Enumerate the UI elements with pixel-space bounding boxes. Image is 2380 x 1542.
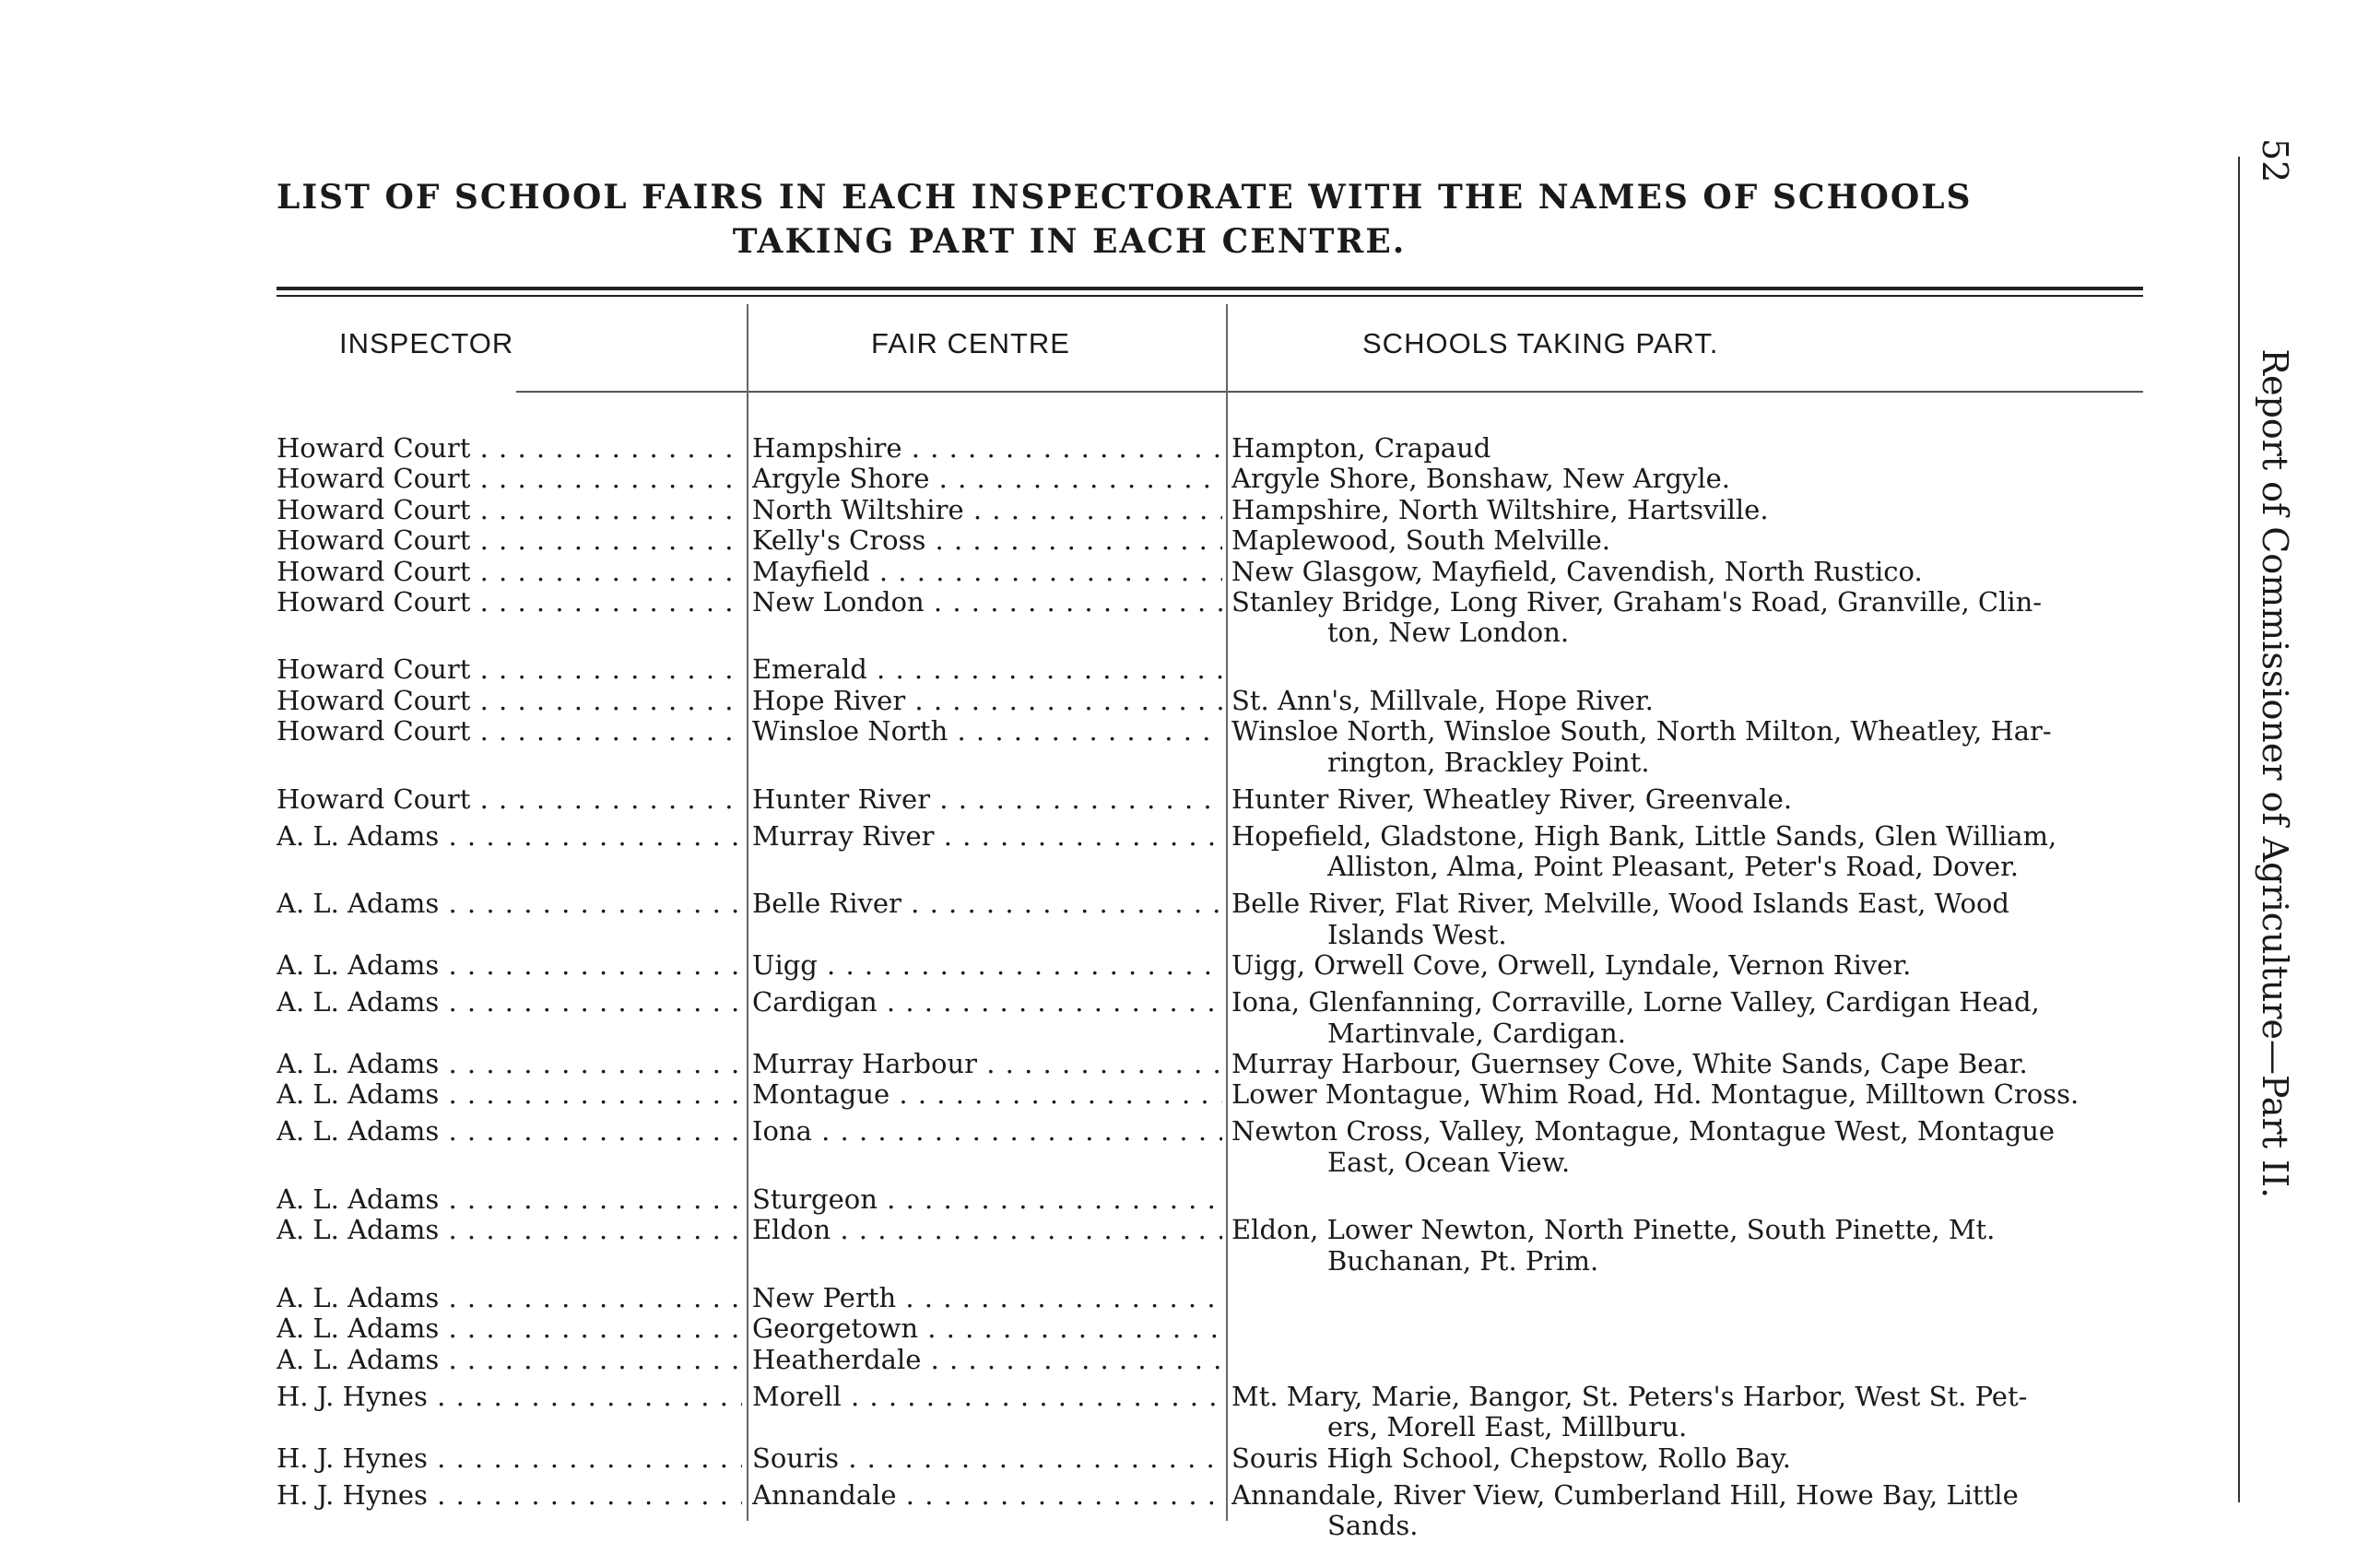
table-row — [0, 1184, 2380, 1216]
fair-centre-name: Hampshire — [752, 433, 902, 464]
title-double-rule-bottom — [277, 295, 2143, 297]
document-title — [277, 175, 1973, 264]
table-row — [0, 1480, 2380, 1512]
schools-continuation: Martinvale, Cardigan. — [1327, 1018, 1626, 1049]
schools-cell: Hunter River, Wheatley River, Greenvale. — [1231, 784, 1793, 815]
inspector-name: Howard Court — [277, 525, 471, 556]
fair-centre-name: Heatherdale — [752, 1345, 922, 1375]
fair-centre-cell — [752, 686, 1222, 716]
fair-centre-cell — [752, 1382, 1222, 1412]
inspector-name: A. L. Adams — [277, 1116, 440, 1147]
fair-centre-cell — [752, 950, 1222, 981]
schools-cell: Hopefield, Gladstone, High Bank, Little Sands, Glen William, — [1231, 821, 2057, 852]
inspector-cell — [277, 1313, 742, 1344]
schools-continuation: rington, Brackley Point. — [1327, 747, 1650, 778]
fair-centre-name: Murray Harbour — [752, 1049, 977, 1079]
fair-centre-cell — [752, 784, 1222, 815]
fair-centre-name: Georgetown — [752, 1313, 918, 1344]
schools-cell: Lower Montague, Whim Road, Hd. Montague, Milltown Cross. — [1231, 1079, 2080, 1110]
table-row — [0, 1382, 2380, 1413]
fair-centre-name: Murray River — [752, 821, 935, 852]
fair-centre-cell — [752, 525, 1222, 556]
table-row — [0, 987, 2380, 1018]
table-row — [0, 557, 2380, 588]
inspector-name: A. L. Adams — [277, 987, 440, 1018]
schools-cell: Souris High School, Chepstow, Rollo Bay. — [1231, 1443, 1791, 1474]
table-row-continuation — [0, 1018, 2380, 1050]
fair-centre-name: Belle River — [752, 889, 901, 919]
inspector-cell — [277, 1443, 742, 1474]
inspector-name: A. L. Adams — [277, 821, 440, 852]
fair-centre-name: Kelly's Cross — [752, 525, 926, 556]
fair-centre-name: North Wiltshire — [752, 495, 964, 525]
schools-cell: Murray Harbour, Guernsey Cove, White Sands, Cape Bear. — [1231, 1049, 2028, 1079]
page-number: 52 — [2255, 138, 2295, 183]
inspector-name: A. L. Adams — [277, 1079, 440, 1110]
inspector-name: A. L. Adams — [277, 1215, 440, 1245]
schools-continuation: Sands. — [1327, 1511, 1419, 1541]
fair-centre-name: Argyle Shore — [752, 464, 930, 494]
fair-centre-cell — [752, 1443, 1222, 1474]
table-row-continuation — [0, 852, 2380, 883]
fair-centre-cell — [752, 464, 1222, 494]
inspector-name: Howard Court — [277, 557, 471, 587]
schools-continuation: ers, Morell East, Millburu. — [1327, 1412, 1688, 1442]
inspector-name: A. L. Adams — [277, 1184, 440, 1215]
fair-centre-name: Uigg — [752, 950, 818, 981]
inspector-cell — [277, 1382, 742, 1412]
schools-cell: Newton Cross, Valley, Montague, Montague West, Montague — [1231, 1116, 2056, 1147]
inspector-cell — [277, 1283, 742, 1313]
table-row — [0, 587, 2380, 618]
fair-centre-cell — [752, 1049, 1222, 1079]
schools-cell: Belle River, Flat River, Melville, Wood Islands East, Wood — [1231, 889, 2009, 919]
inspector-cell — [277, 495, 742, 525]
fair-centre-name: Hunter River — [752, 784, 931, 815]
schools-cell: Argyle Shore, Bonshaw, New Argyle. — [1231, 464, 1730, 494]
inspector-name: A. L. Adams — [277, 1313, 440, 1344]
inspector-name: Howard Court — [277, 495, 471, 525]
title-line-2: TAKING PART IN EACH CENTRE. — [732, 222, 1407, 261]
fair-centre-name: Montague — [752, 1079, 890, 1110]
schools-cell: Hampshire, North Wiltshire, Hartsville. — [1231, 495, 1769, 525]
inspector-cell — [277, 525, 742, 556]
inspector-cell — [277, 1079, 742, 1110]
schools-cell: Annandale, River View, Cumberland Hill, Howe Bay, Little — [1231, 1480, 2019, 1511]
inspector-name: Howard Court — [277, 587, 471, 618]
schools-continuation: ton, New London. — [1327, 618, 1570, 648]
inspector-name: A. L. Adams — [277, 889, 440, 919]
schools-continuation: East, Ocean View. — [1327, 1148, 1571, 1178]
table-row-continuation — [0, 747, 2380, 779]
schools-cell: Iona, Glenfanning, Corraville, Lorne Valley, Cardigan Head, — [1231, 987, 2040, 1018]
fair-centre-name: New Perth — [752, 1283, 897, 1313]
schools-cell: Maplewood, South Melville. — [1231, 525, 1610, 556]
fair-centre-name: Hope River — [752, 686, 906, 716]
inspector-cell — [277, 784, 742, 815]
column-header-inspector: INSPECTOR — [339, 327, 514, 359]
inspector-cell — [277, 1480, 742, 1511]
inspector-name: Howard Court — [277, 784, 471, 815]
fair-centre-cell — [752, 654, 1222, 685]
fair-centre-name: Winsloe North — [752, 716, 948, 747]
inspector-cell — [277, 654, 742, 685]
table-row — [0, 784, 2380, 816]
running-head — [2221, 138, 2295, 1336]
title-line-1: LIST OF SCHOOL FAIRS IN EACH INSPECTORATE WITH THE NAMES OF SCHOOLS — [277, 178, 1973, 217]
inspector-name: Howard Court — [277, 686, 471, 716]
inspector-name: Howard Court — [277, 433, 471, 464]
schools-cell: Winsloe North, Winsloe South, North Milton, Wheatley, Har- — [1231, 716, 2052, 747]
inspector-cell — [277, 716, 742, 747]
inspector-cell — [277, 1215, 742, 1245]
fair-centre-cell — [752, 1215, 1222, 1245]
table-row — [0, 1116, 2380, 1148]
fair-centre-name: Morell — [752, 1382, 842, 1412]
inspector-name: A. L. Adams — [277, 950, 440, 981]
fair-centre-name: Iona — [752, 1116, 812, 1147]
fair-centre-cell — [752, 495, 1222, 525]
inspector-name: Howard Court — [277, 654, 471, 685]
header-rule — [516, 391, 2143, 393]
fair-centre-cell — [752, 716, 1222, 747]
table-row — [0, 1345, 2380, 1376]
table-row — [0, 821, 2380, 853]
fair-centre-cell — [752, 1283, 1222, 1313]
schools-cell: Hampton, Crapaud — [1231, 433, 1491, 464]
inspector-cell — [277, 686, 742, 716]
table-row-continuation — [0, 1246, 2380, 1277]
table-row — [0, 1079, 2380, 1111]
table-row — [0, 654, 2380, 686]
fair-centre-cell — [752, 587, 1222, 618]
table-row-continuation — [0, 618, 2380, 649]
fair-centre-name: Emerald — [752, 654, 867, 685]
inspector-cell — [277, 1116, 742, 1147]
fair-centre-cell — [752, 987, 1222, 1018]
schools-cell: Stanley Bridge, Long River, Graham's Road, Granville, Clin- — [1231, 587, 2043, 618]
inspector-cell — [277, 464, 742, 494]
inspector-name: H. J. Hynes — [277, 1480, 428, 1511]
fair-centre-cell — [752, 557, 1222, 587]
table-row — [0, 889, 2380, 920]
table-row — [0, 1283, 2380, 1314]
title-double-rule-top — [277, 287, 2143, 290]
table-row-continuation — [0, 1148, 2380, 1179]
inspector-name: A. L. Adams — [277, 1283, 440, 1313]
table-row — [0, 1215, 2380, 1246]
inspector-cell — [277, 950, 742, 981]
schools-cell: St. Ann's, Millvale, Hope River. — [1231, 686, 1654, 716]
fair-centre-name: Annandale — [752, 1480, 897, 1511]
fair-centre-name: Eldon — [752, 1215, 831, 1245]
schools-cell: Mt. Mary, Marie, Bangor, St. Peters's Harbor, West St. Pet- — [1231, 1382, 2028, 1412]
fair-centre-cell — [752, 1116, 1222, 1147]
inspector-cell — [277, 1345, 742, 1375]
table-row — [0, 950, 2380, 982]
inspector-cell — [277, 1049, 742, 1079]
schools-continuation: Buchanan, Pt. Prim. — [1327, 1246, 1599, 1277]
column-header-schools: SCHOOLS TAKING PART. — [1362, 327, 1719, 359]
table-row — [0, 464, 2380, 495]
inspector-cell — [277, 821, 742, 852]
fair-centre-cell — [752, 821, 1222, 852]
fair-centre-cell — [752, 1184, 1222, 1215]
fair-centre-cell — [752, 1079, 1222, 1110]
inspector-cell — [277, 1184, 742, 1215]
fair-centre-name: Sturgeon — [752, 1184, 878, 1215]
fair-centre-cell — [752, 1480, 1222, 1511]
schools-cell: Uigg, Orwell Cove, Orwell, Lyndale, Vernon River. — [1231, 950, 1912, 981]
fair-centre-cell — [752, 1313, 1222, 1344]
inspector-cell — [277, 587, 742, 618]
table-row — [0, 1049, 2380, 1080]
schools-cell: New Glasgow, Mayfield, Cavendish, North Rustico. — [1231, 557, 1923, 587]
inspector-cell — [277, 987, 742, 1018]
fair-centre-name: Souris — [752, 1443, 840, 1474]
table-row — [0, 433, 2380, 465]
table-row — [0, 716, 2380, 747]
schools-continuation: Islands West. — [1327, 920, 1507, 950]
fair-centre-name: New London — [752, 587, 925, 618]
schools-cell: Eldon, Lower Newton, North Pinette, South Pinette, Mt. — [1231, 1215, 1996, 1245]
schools-continuation: Alliston, Alma, Point Pleasant, Peter's Road, Dover. — [1327, 852, 2019, 882]
inspector-cell — [277, 557, 742, 587]
inspector-name: H. J. Hynes — [277, 1443, 428, 1474]
table-row-continuation — [0, 1412, 2380, 1443]
table-row — [0, 495, 2380, 526]
table-row — [0, 525, 2380, 557]
inspector-name: H. J. Hynes — [277, 1382, 428, 1412]
inspector-cell — [277, 889, 742, 919]
table-row-continuation — [0, 920, 2380, 951]
column-header-fair-centre: FAIR CENTRE — [871, 327, 1070, 359]
inspector-name: A. L. Adams — [277, 1049, 440, 1079]
inspector-name: Howard Court — [277, 716, 471, 747]
table-row — [0, 1443, 2380, 1475]
inspector-name: Howard Court — [277, 464, 471, 494]
inspector-name: A. L. Adams — [277, 1345, 440, 1375]
table-row — [0, 686, 2380, 717]
fair-centre-cell — [752, 1345, 1222, 1375]
fair-centre-name: Cardigan — [752, 987, 878, 1018]
fair-centre-cell — [752, 889, 1222, 919]
table-row — [0, 1313, 2380, 1345]
running-head-text: Report of Commissioner of Agriculture—Part II. — [2255, 348, 2295, 1199]
fair-centre-name: Mayfield — [752, 557, 870, 587]
inspector-cell — [277, 433, 742, 464]
table-row-continuation — [0, 1511, 2380, 1542]
fair-centre-cell — [752, 433, 1222, 464]
